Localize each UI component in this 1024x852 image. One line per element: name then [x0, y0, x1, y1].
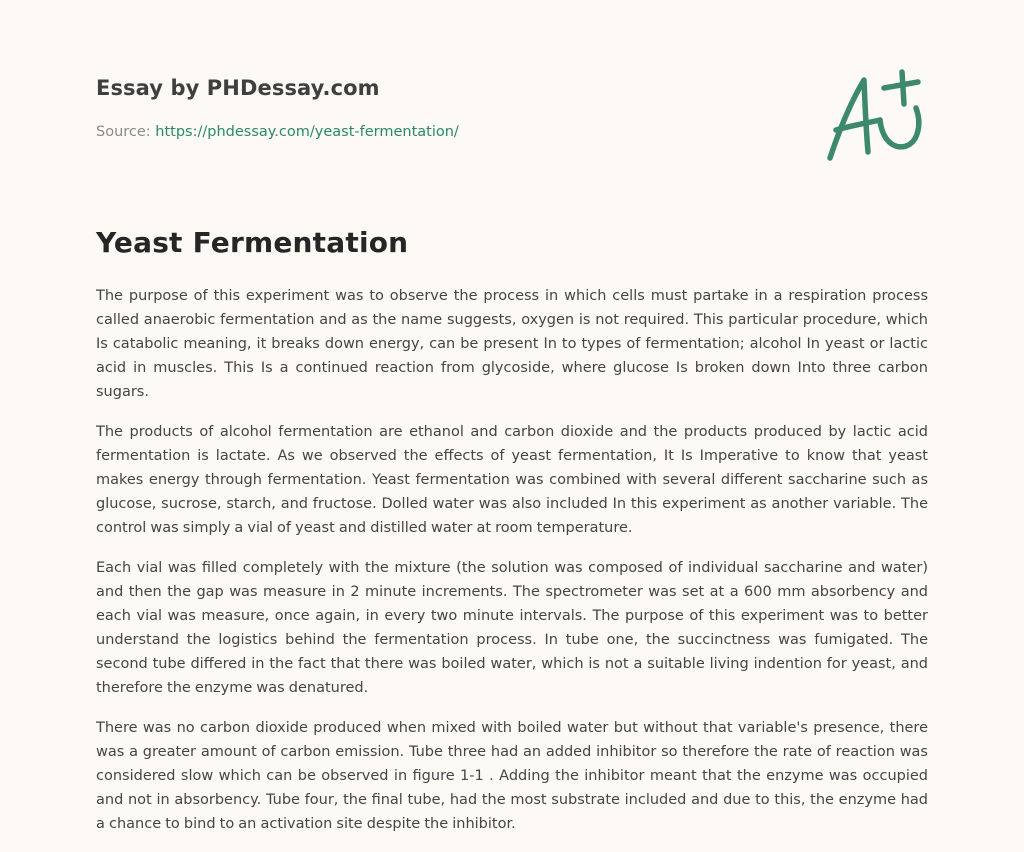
paragraph: There was no carbon dioxide produced when mixed with boiled water but without that variable's presence, there was a greater amount of carbon emission. Tube three had an added inhibitor so therefore the rate of reaction was considered slow which can be observed in figure 1-1 . Adding the inhibitor meant that the enzyme was occupied and not in absorbency. Tube four, the final tube, had the most substrate included and due to this, the enzyme had a chance to bind to an activation site despite the inhibitor.: [96, 720, 928, 832]
paragraph: The purpose of this experiment was to observe the process in which cells must partake in a respiration process called anaerobic fermentation and as the name suggests, oxygen is not required. This particular procedure, which Is catabolic meaning, it breaks down energy, can be present In to types of fermentation; alcohol In yeast or lactic acid in muscles. This Is a continued reaction from glycoside, where glucose Is broken down Into three carbon sugars.: [96, 288, 928, 400]
a-plus-logo-icon: [822, 66, 930, 166]
essay-header: [96, 76, 696, 140]
paragraph: The products of alcohol fermentation are ethanol and carbon dioxide and the products produced by lactic acid fermentation is lactate. As we observed the effects of yeast fermentation, It Is Imperative to know that yeast makes energy through fermentation. Yeast fermentation was combined with several different saccharine such as glucose, sucrose, starch, and fructose. Dolled water was also included In this experiment as another variable. The control was simply a vial of yeast and distilled water at room temperature.: [96, 424, 928, 536]
source-line: [96, 124, 696, 140]
source-link[interactable]: https://phdessay.com/yeast-fermentation/: [155, 124, 459, 140]
essay-title: Yeast Fermentation: [96, 226, 409, 259]
essay-body: [96, 284, 928, 852]
brand-title: Essay by PHDessay.com: [96, 76, 380, 100]
paragraph: Each vial was filled completely with the mixture (the solution was composed of individual saccharine and water) and then the gap was measure in 2 minute increments. The spectrometer was set at a 600 mm absorbency and each vial was measure, once again, in every two minute intervals. The purpose of this experiment was to better understand the logistics behind the fermentation process. In tube one, the succinctness was fumigated. The second tube differed in the fact that there was boiled water, which is not a suitable living indention for yeast, and therefore the enzyme was denatured.: [96, 560, 928, 696]
source-label: Source:: [96, 124, 151, 140]
